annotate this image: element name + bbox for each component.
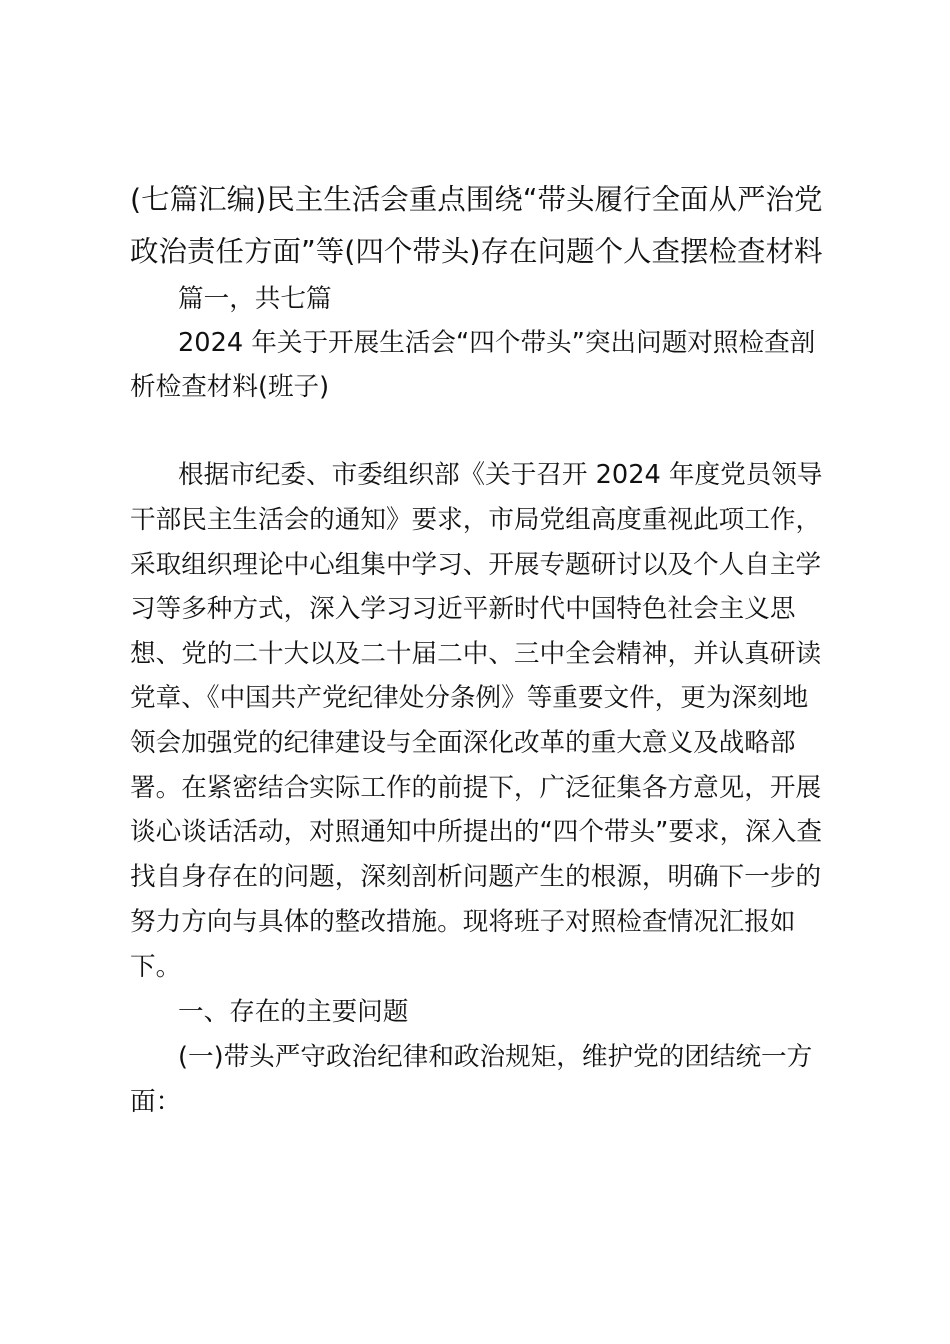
body-line-6: 党章、《中国共产党纪律处分条例》等重要文件，更为深刻地 [130, 683, 809, 713]
body-line-5: 想、党的二十大以及二十届二中、三中全会精神，并认真研读 [130, 639, 822, 669]
subsection-heading-line-2: 面： [130, 1087, 182, 1117]
body-line-8: 署。在紧密结合实际工作的前提下，广泛征集各方意见，开展 [130, 773, 822, 803]
body-line-3: 采取组织理论中心组集中学习、开展专题研讨以及个人自主学 [130, 550, 822, 580]
subtitle-line-1: 2024 年关于开展生活会“四个带头”突出问题对照检查剖 [178, 328, 816, 358]
subsection-heading-line-1: (一)带头严守政治纪律和政治规矩，维护党的团结统一方 [178, 1042, 813, 1072]
document-title-line-2: 政治责任方面”等(四个带头)存在问题个人查摆检查材料 [130, 235, 823, 268]
body-line-11: 努力方向与具体的整改措施。现将班子对照检查情况汇报如 [130, 907, 796, 937]
body-line-1: 根据市纪委、市委组织部《关于召开 2024 年度党员领导 [178, 460, 823, 490]
document-title-line-1: (七篇汇编)民主生活会重点围绕“带头履行全面从严治党 [130, 183, 823, 216]
body-line-10: 找自身存在的问题，深刻剖析问题产生的根源，明确下一步的 [130, 862, 822, 892]
body-line-4: 习等多种方式，深入学习习近平新时代中国特色社会主义思 [130, 594, 796, 624]
body-line-12: 下。 [130, 952, 182, 982]
section-heading: 一、存在的主要问题 [178, 997, 409, 1027]
body-line-7: 领会加强党的纪律建设与全面深化改革的重大意义及战略部 [130, 728, 796, 758]
subtitle-line-2: 析检查材料(班子) [130, 372, 330, 402]
body-line-2: 干部民主生活会的通知》要求，市局党组高度重视此项工作， [130, 505, 822, 535]
body-line-9: 谈心谈话活动，对照通知中所提出的“四个带头”要求，深入查 [130, 817, 822, 847]
section-label: 篇一，共七篇 [178, 284, 332, 314]
